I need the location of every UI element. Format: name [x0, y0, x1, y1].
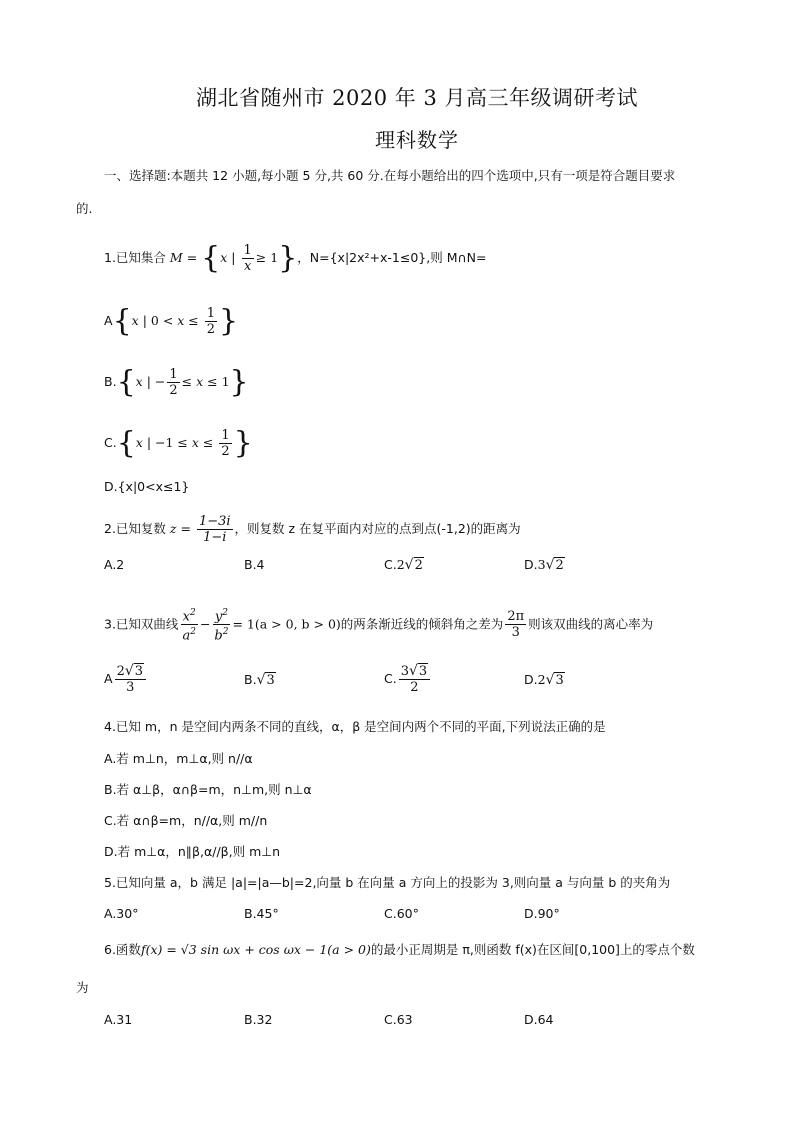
q5-option-a: A.30°: [104, 906, 139, 921]
question-6: [104, 942, 695, 958]
q3-option-d: D.2√3: [524, 672, 564, 688]
q5-option-d: D.90°: [524, 906, 560, 921]
q2-option-d-coef: 3: [537, 557, 546, 572]
q1-option-c-label: C.: [104, 435, 117, 450]
q5-option-b: B.45°: [244, 906, 279, 921]
q3-middle: 的两条渐近线的倾斜角之差为: [340, 616, 504, 632]
q6-option-c: C.63: [384, 1012, 413, 1027]
q6-option-b: B.32: [244, 1012, 273, 1027]
q2-option-c-radicand: 2: [414, 558, 423, 573]
section-instructions-cont: 的.: [76, 201, 93, 216]
q6-option-d: D.64: [524, 1012, 554, 1027]
q6-continuation: 为: [76, 980, 89, 995]
question-2: 2.已知复数 z = $\frac{1-3i}{1-i}$ ，则复数 z 在复平面内对应的点到点(-1,2)的距离为: [104, 514, 521, 545]
q2-numerator: 1−3i: [198, 514, 231, 529]
q2-option-c-coef: 2: [396, 557, 405, 572]
question-5: 5.已知向量 a，b 满足 |a|=|a—b|=2,向量 b 在向量 a 方向上的投影为 3,则向量 a 与向量 b 的夹角为: [104, 875, 671, 890]
q1-option-b-label: B.: [104, 374, 117, 389]
q1-set-m: M: [169, 250, 183, 265]
q3-option-d-label: D.: [524, 672, 538, 687]
q6-rest: 的最小正周期是 π,则函数 f(x)在区间[0,100]上的零点个数: [370, 942, 695, 957]
q2-option-d-label: D.: [524, 557, 538, 572]
q1-rest: ，N={x|2x²+x-1≤0},则 M∩N=: [297, 250, 487, 265]
q6-formula: f(x) = √3 sin ωx + cos ωx − 1(a > 0): [140, 942, 371, 957]
q3-option-a-label: A: [104, 671, 113, 686]
section-instructions: 一、选择题:本题共 12 小题,每小题 5 分,共 60 分.在每小题给出的四个选项中,只有一项是符合题目要求: [104, 168, 676, 183]
q4-option-b: B.若 α⊥β，α∩β=m，n⊥m,则 n⊥α: [104, 782, 312, 797]
q2-option-a: A.2: [104, 557, 125, 572]
q1-option-d: D.{x|0<x≤1}: [104, 479, 190, 494]
q2-prefix: 2.已知复数: [104, 521, 166, 536]
q2-option-c: C.2√2: [384, 557, 423, 573]
q3-option-c: C. $\frac{3√3}{2}$: [384, 664, 432, 695]
q1-option-a-label: A: [104, 313, 113, 328]
q5-option-c: C.60°: [384, 906, 419, 921]
q2-option-d: D.3√2: [524, 557, 564, 573]
q4-option-a: A.若 m⊥n，m⊥α,则 n//α: [104, 751, 253, 766]
question-3: 3.已知双曲线 $\frac{x^2}{a^2}$ − $\frac{y^2}{b^2}$ = 1(a > 0, b > 0)的两条渐近线的倾斜角之差为 $\frac{2\pi}{3}$ 则该双曲线的离心率为: [104, 608, 654, 644]
q6-option-a: A.31: [104, 1012, 133, 1027]
q1-option-b: B.{x | − $\frac{1}{2}$ ≤ x ≤ 1}: [104, 364, 249, 400]
exam-title: 湖北省随州市 2020 年 3 月高三年级调研考试: [195, 86, 638, 110]
q3-angle-num: 2π: [507, 609, 525, 625]
q3-condition: = 1(a > 0, b > 0): [232, 616, 341, 632]
q2-option-c-label: C.: [384, 557, 397, 572]
q2-option-b: B.4: [244, 557, 265, 572]
q3-option-a: A $\frac{2√3}{3}$: [104, 664, 148, 695]
q3-option-b: B.√3: [244, 672, 275, 688]
q3-option-b-label: B.: [244, 672, 257, 687]
q3-angle-den: 3: [511, 625, 520, 641]
q2-option-d-radicand: 2: [555, 558, 564, 573]
q4-option-d: D.若 m⊥α，n∥β,α//β,则 m⊥n: [104, 844, 281, 859]
q2-denominator: 1−i: [203, 530, 227, 545]
q4-option-c: C.若 α∩β=m，n//α,则 m//n: [104, 813, 268, 828]
q2-rest: ，则复数 z 在复平面内对应的点到点(-1,2)的距离为: [234, 521, 521, 536]
q3-rest: 则该双曲线的离心率为: [528, 616, 654, 632]
q6-prefix: 6.函数: [104, 942, 141, 957]
question-4: 4.已知 m，n 是空间内两条不同的直线，α，β 是空间内两个不同的平面,下列说法正确的是: [104, 719, 606, 734]
q1-option-c: C.{x | −1 ≤ x ≤ $\frac{1}{2}$ }: [104, 425, 253, 461]
question-1: 1.已知集合 M = {x | $\frac{1}{x}$ ≥ 1}，N={x|2x²+x-1≤0},则 M∩N=: [104, 240, 487, 276]
q3-prefix: 3.已知双曲线: [104, 616, 179, 632]
q1-prefix: 1.已知集合: [104, 250, 166, 265]
q1-option-a: A{x | 0 < x ≤ $\frac{1}{2}$ }: [104, 303, 239, 339]
q3-option-c-label: C.: [384, 671, 397, 686]
exam-subtitle: 理科数学: [375, 128, 459, 152]
